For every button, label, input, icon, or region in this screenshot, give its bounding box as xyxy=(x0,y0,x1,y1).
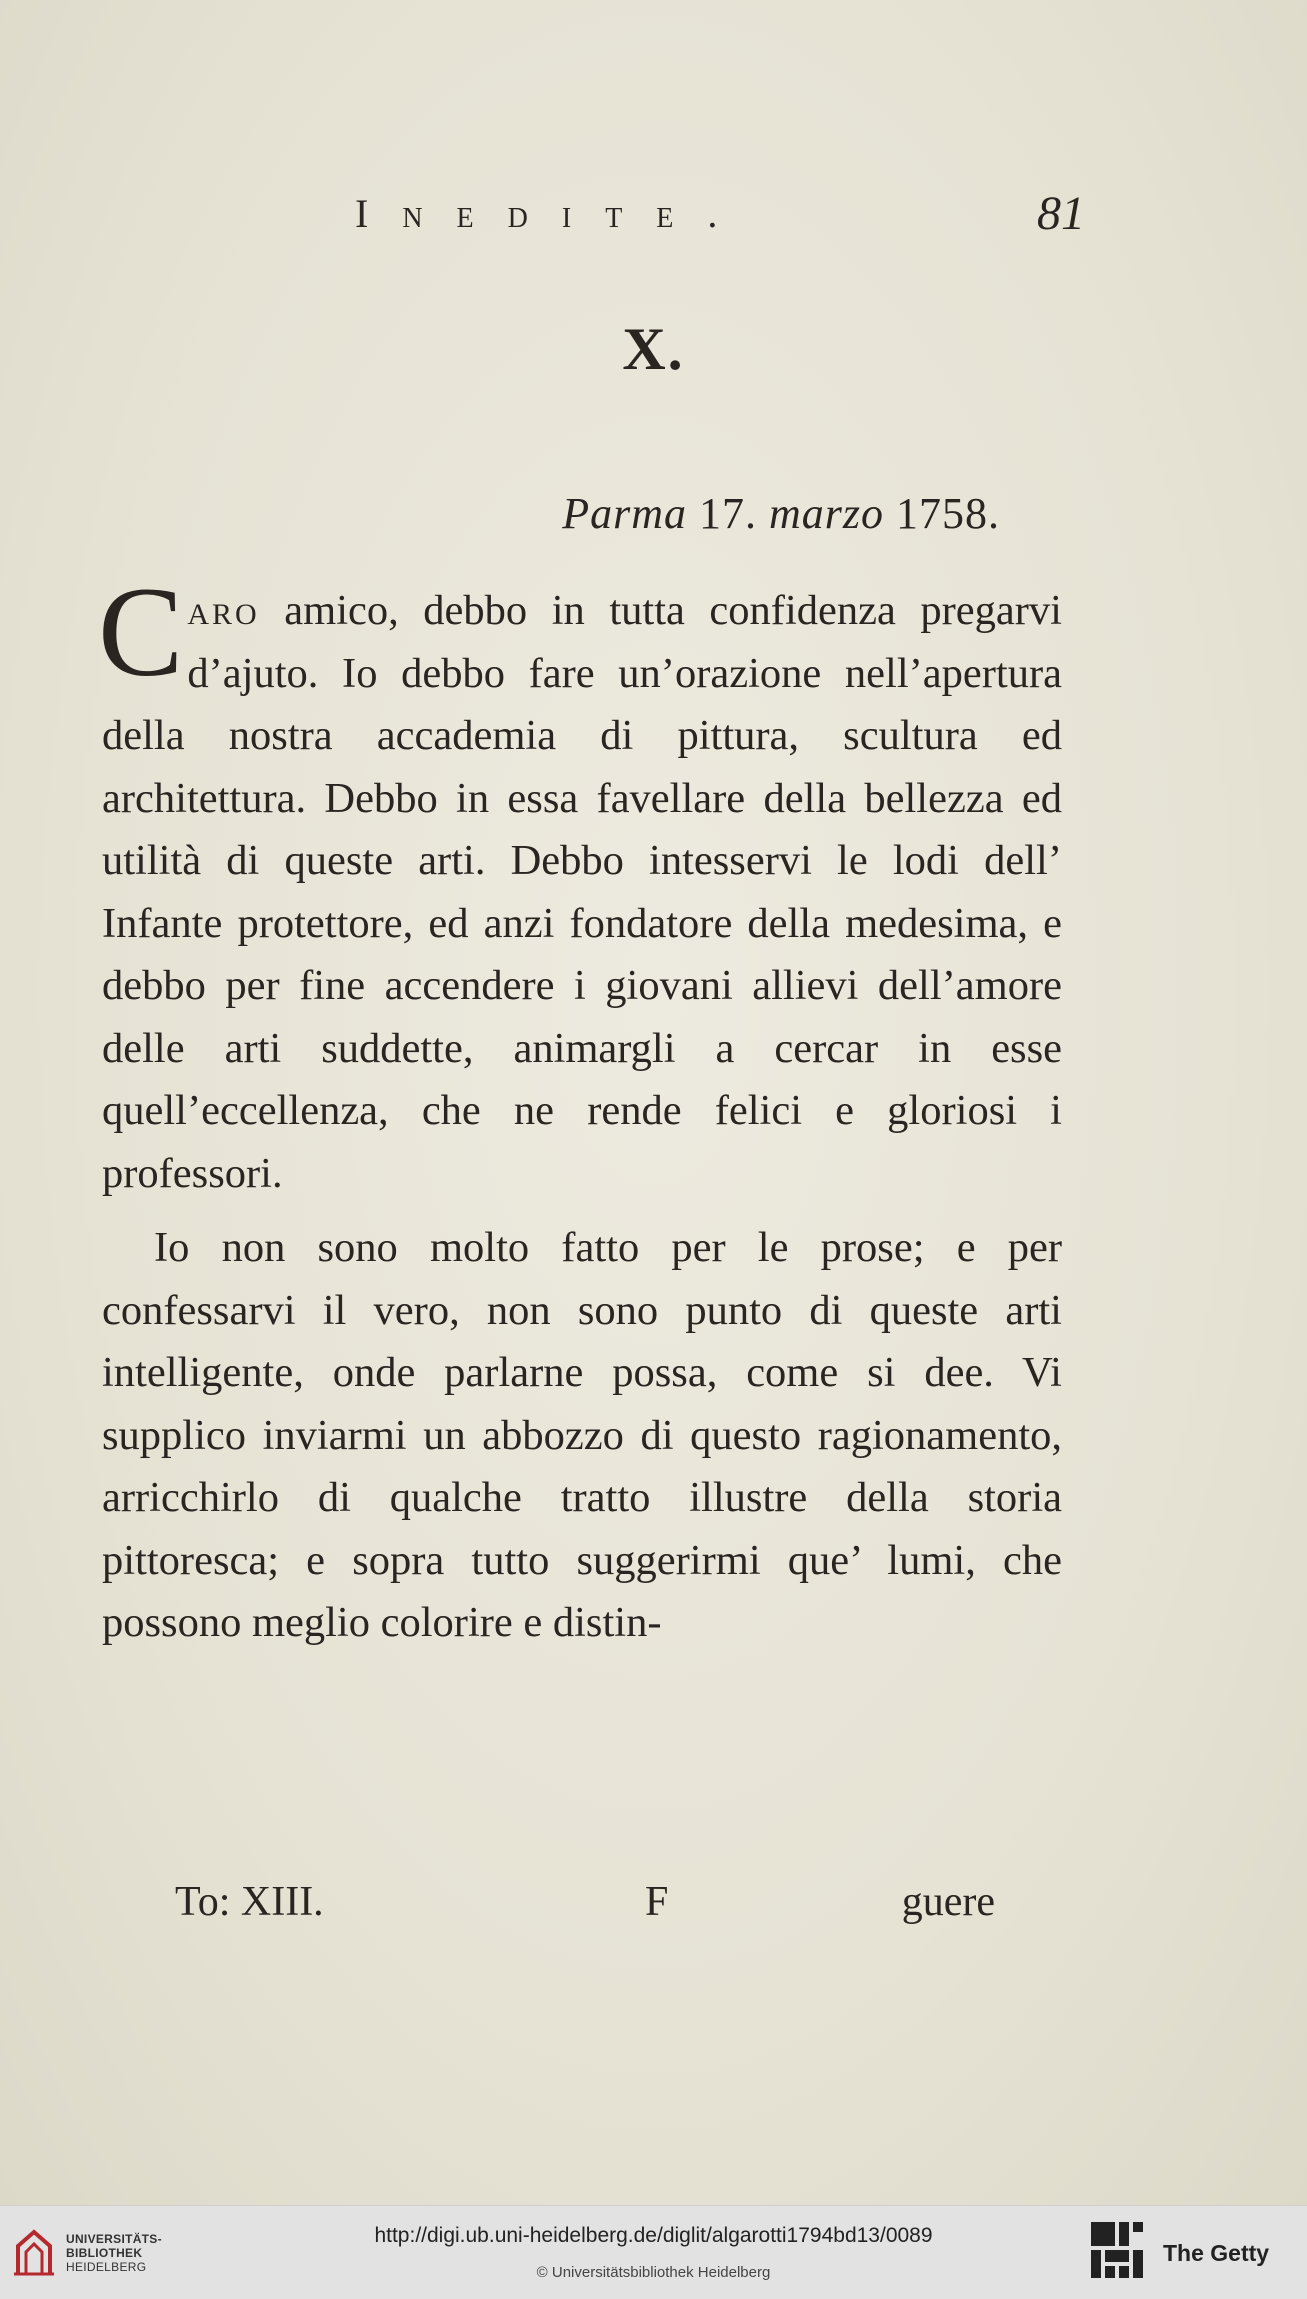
letter-number: X. xyxy=(622,316,685,382)
dateline-month: marzo xyxy=(768,489,884,538)
page-header xyxy=(355,187,1085,250)
catchword: guere xyxy=(901,1879,995,1925)
getty-logo-icon xyxy=(1089,2220,1145,2282)
dateline-year: 1758. xyxy=(896,489,1000,538)
drop-initial: C xyxy=(98,561,184,703)
page-number: 81 xyxy=(1037,187,1085,240)
volume-signature: To: XIII. xyxy=(175,1879,324,1925)
paragraph-1 xyxy=(98,561,1062,1205)
running-title: Inedite. xyxy=(355,191,752,236)
paragraph-1-text: amico, debbo in tutta confidenza pregarvi d’ajuto. Io debbo fare un’orazione nell’apertura della nostra accademia di pittura, scultura ed architettura. Debbo in essa favellare della bellezza ed utilità di queste arti. Debbo intesservi le lodi dell’ Infante protettore, ed anzi fondatore della medesima, e debbo per fine accendere i giovani allievi dell’amore delle arti suddette, animargli a cercar in esse quell’eccellenza, che ne rende felici e gloriosi i professori. xyxy=(102,587,1062,1197)
page-footer xyxy=(175,1878,995,1938)
ub-line-1: UNIVERSITÄTS- xyxy=(66,2232,162,2246)
getty-logo[interactable] xyxy=(1089,2220,1289,2286)
ub-line-2: BIBLIOTHEK xyxy=(66,2246,143,2260)
dateline xyxy=(0,488,1000,539)
dateline-place: Parma xyxy=(562,489,687,538)
dateline-day: 17. xyxy=(698,489,757,538)
library-footer-bar xyxy=(0,2205,1307,2299)
getty-name: The Getty xyxy=(1163,2240,1270,2266)
letter-body xyxy=(98,561,1062,1655)
paragraph-2: Io non sono molto fatto per le prose; e per confessarvi il vero, non sono punto di queste arti intelligente, onde parlarne possa, come si dee. Vi supplico inviarmi un abbozzo di questo ragionamento, arricchirlo di qualche tratto illustre della storia pittoresca; e sopra tutto suggerirmi que’ lumi, che possono meglio colorire e distin- xyxy=(102,1224,1062,1646)
signature-letter: F xyxy=(645,1879,669,1925)
permalink-url[interactable]: http://digi.ub.uni-heidelberg.de/diglit/algarotti1794bd13/0089 xyxy=(374,2224,933,2247)
copyright-notice: © Universitätsbibliothek Heidelberg xyxy=(536,2264,771,2281)
initial-caps: aro xyxy=(187,587,260,634)
ub-line-3: HEIDELBERG xyxy=(66,2260,147,2274)
